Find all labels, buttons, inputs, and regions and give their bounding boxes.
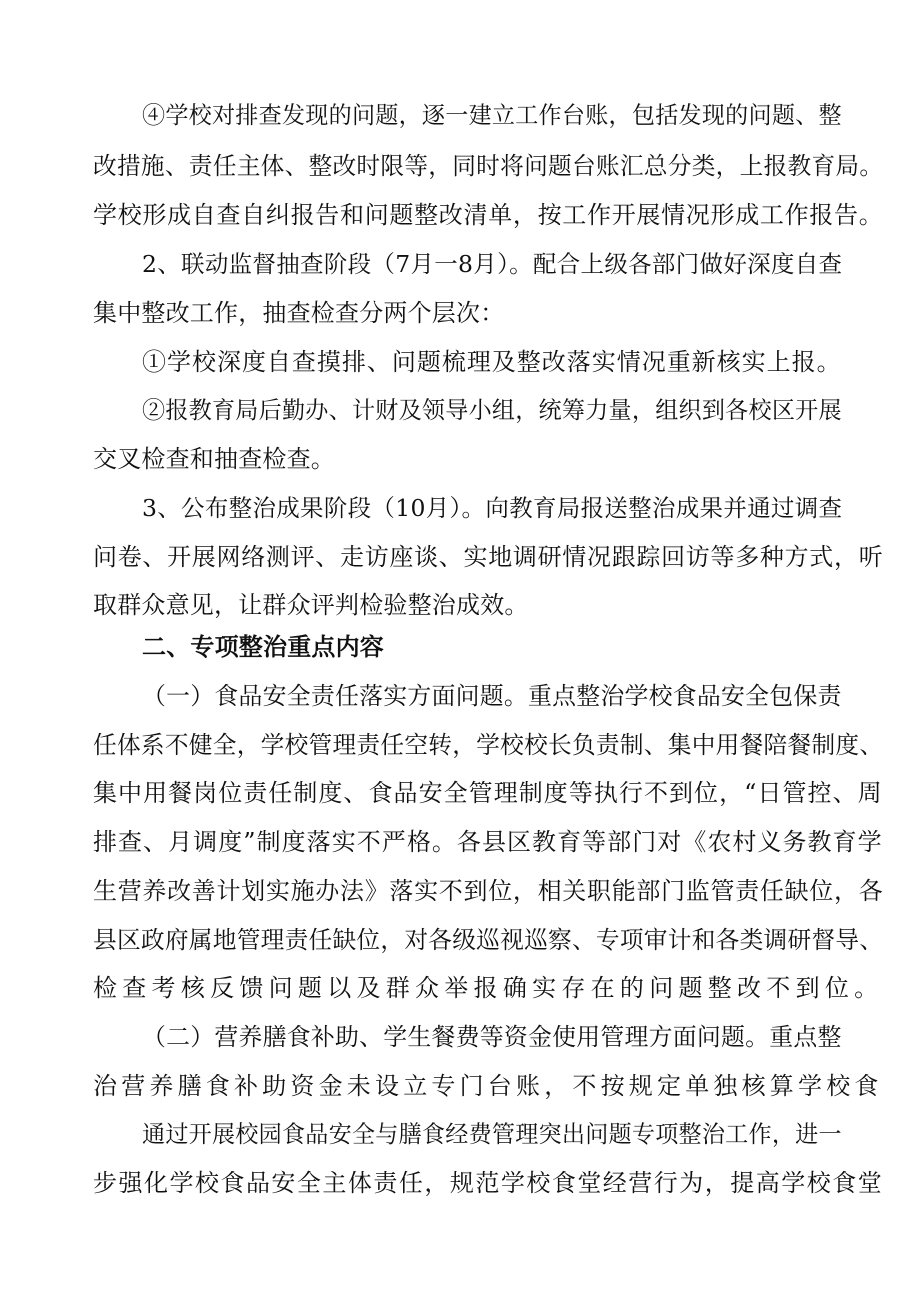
paragraph-line: 学校形成自查自纠报告和问题整改清单，按工作开展情况形成工作报告。: [93, 201, 884, 229]
paragraph-line: 改措施、责任主体、整改时限等，同时将问题台账汇总分类，上报教育局。: [93, 152, 884, 180]
paragraph-line: 取群众意见，让群众评判检验整治成效。: [93, 591, 529, 619]
paragraph-line: 排查、月调度”制度落实不严格。各县区教育等部门对《农村义务教育学: [93, 828, 883, 856]
section-heading: 二、专项整治重点内容: [142, 633, 384, 661]
paragraph-line: 步强化学校食品安全主体责任，规范学校食堂经营行为，提高学校食堂: [93, 1169, 884, 1197]
paragraph-line: 县区政府属地管理责任缺位，对各级巡视巡察、专项审计和各类调研督导、: [93, 926, 884, 954]
paragraph-line: （二）营养膳食补助、学生餐费等资金使用管理方面问题。重点整: [142, 1023, 842, 1051]
paragraph-line: 集中整改工作，抽查检查分两个层次：: [93, 299, 505, 327]
paragraph-line: 任体系不健全，学校管理责任空转，学校校长负责制、集中用餐陪餐制度、: [93, 731, 884, 759]
paragraph-line: 生营养改善计划实施办法》落实不到位，相关职能部门监管责任缺位，各: [93, 877, 884, 905]
paragraph-line: ②报教育局后勤办、计财及领导小组，统筹力量，组织到各校区开展: [142, 398, 842, 424]
paragraph-line: ①学校深度自查摸排、问题梳理及整改落实情况重新核实上报。: [142, 348, 842, 376]
paragraph-line: 问卷、开展网络测评、走访座谈、实地调研情况跟踪回访等多种方式，听: [93, 543, 884, 571]
paragraph-line: 检查考核反馈问题以及群众举报确实存在的问题整改不到位。: [93, 974, 884, 1002]
paragraph-line: 2、联动监督抽查阶段（7月一8月）。配合上级各部门做好深度自查: [142, 250, 843, 278]
paragraph-line: 交叉检查和抽查检查。: [93, 445, 335, 473]
paragraph-line: 3、公布整治成果阶段（10月）。向教育局报送整治成果并通过调查: [142, 494, 843, 522]
paragraph-line: （一）食品安全责任落实方面问题。重点整治学校食品安全包保责: [142, 682, 842, 710]
paragraph-line: ④学校对排查发现的问题，逐一建立工作台账，包括发现的问题、整: [142, 103, 842, 129]
paragraph-line: 集中用餐岗位责任制度、食品安全管理制度等执行不到位，“日管控、周: [93, 779, 883, 807]
paragraph-line: 通过开展校园食品安全与膳食经费管理突出问题专项整治工作，进一: [142, 1122, 842, 1148]
paragraph-line: 治营养膳食补助资金未设立专门台账，不按规定单独核算学校食: [93, 1072, 883, 1100]
